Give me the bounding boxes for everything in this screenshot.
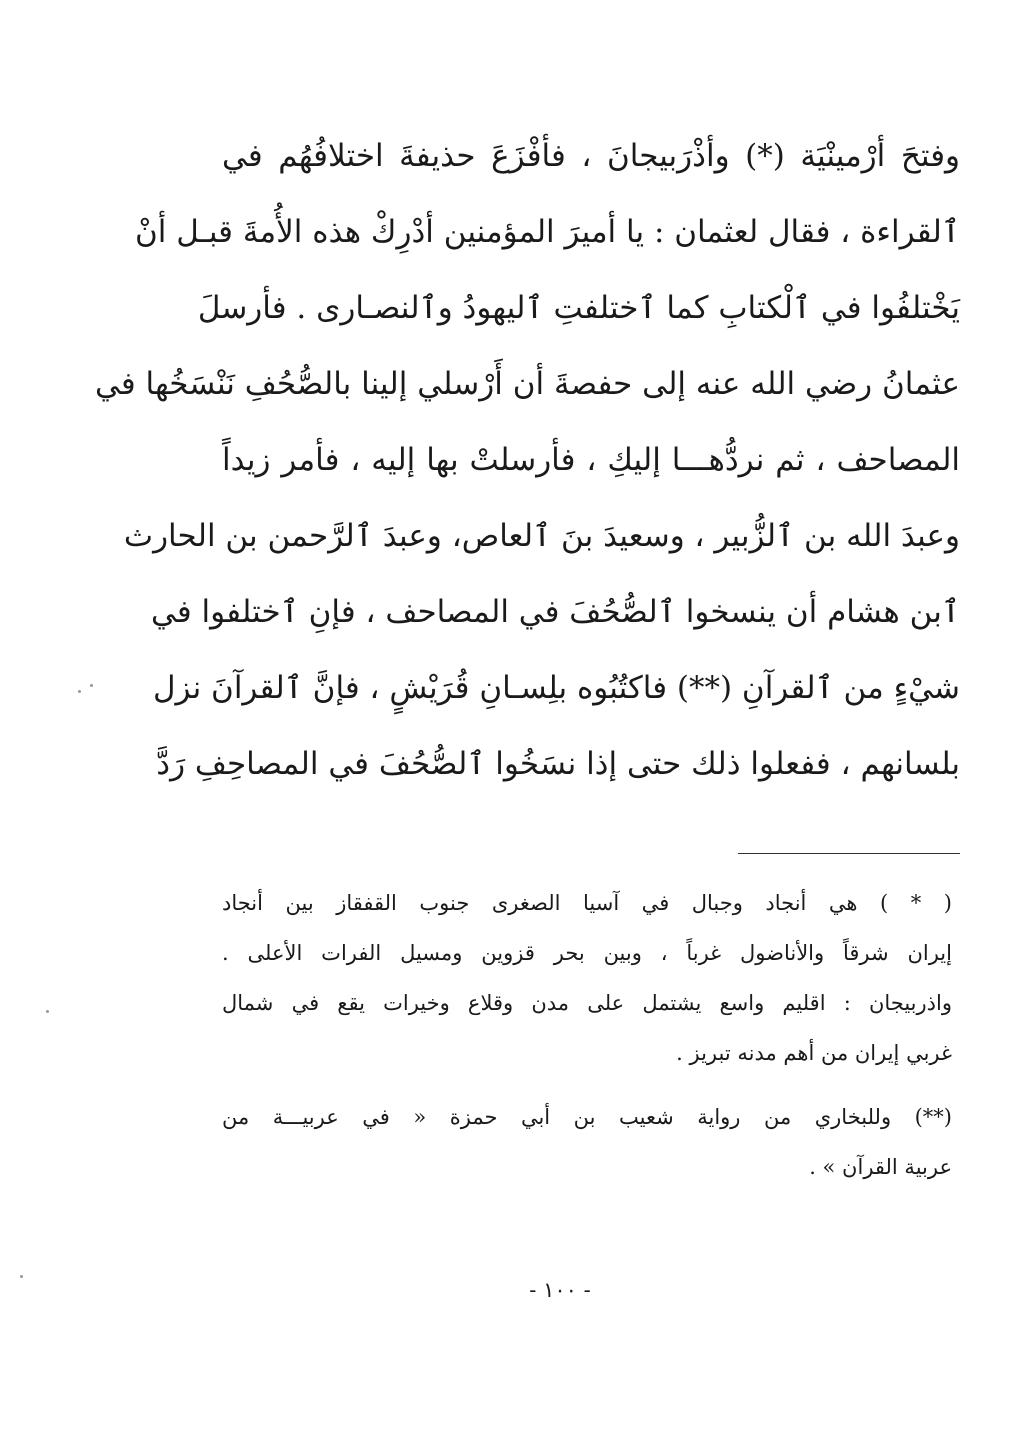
main-text-line: المصاحف ، ثم نردُّهـــا إليكِ ، فأرسلتْ بها إليه ، فأمر زيداً	[222, 442, 960, 478]
main-text-line: وعبدَ الله بن ٱلزُّبير ، وسعيدَ بنَ ٱلعاص، وعبدَ ٱلرَّحمن بن الحارث	[123, 518, 960, 554]
footnote-2	[222, 1092, 952, 1192]
main-text-line: وفتحَ أرْمينْيَة (*) وأذْرَبيجانَ ، فأفْزَعَ حذيفةَ اختلافُهُم في	[222, 138, 960, 174]
footnote-1	[222, 878, 952, 1078]
main-text-line: شيْءٍ من ٱلقرآنِ (**) فاكتُبُوه بلِسـانِ قُرَيْشٍ ، فإنَّ ٱلقرآنَ نزل	[152, 670, 960, 706]
footnote-line: ( * ) هي أنجاد وجبال في آسيا الصغرى جنوب القفقاز بين أنجاد	[222, 891, 952, 915]
main-text-line: يَخْتلفُوا في ٱلْكتابِ كما ٱختلفتِ ٱليهودُ وٱلنصـارى . فأرسلَ	[197, 290, 960, 326]
footnote-line: عربية القرآن » .	[809, 1155, 952, 1179]
scan-speck	[90, 684, 93, 687]
scan-speck	[46, 1010, 49, 1013]
footnote-divider	[738, 853, 960, 854]
footnote-line: غربي إيران من أهم مدنه تبريز .	[676, 1041, 952, 1065]
scan-speck	[78, 690, 81, 693]
footnote-line: واذربيجان : اقليم واسع يشتمل على مدن وقلاع وخيرات يقع في شمال	[222, 991, 952, 1015]
footnote-line: إيران شرقاً والأناضول غرباً ، وبين بحر قزوين ومسيل الفرات الأعلى .	[222, 941, 952, 965]
main-text-line: بلسانهم ، ففعلوا ذلك حتى إذا نسَخُوا ٱلصُّحُفَ في المصاحِفِ رَدَّ	[156, 746, 960, 782]
main-text-line: ٱلقراءة ، فقال لعثمان : يا أميرَ المؤمنين أدْرِكْ هذه الأُمةَ قبـل أنْ	[135, 214, 960, 250]
main-text-line: عثمانُ رضي الله عنه إلى حفصةَ أن أَرْسلي إلينا بالصُّحُفِ نَنْسَخُها في	[95, 366, 960, 402]
page-number: - ١٠٠ -	[529, 1278, 591, 1302]
footnote-line: (**) وللبخاري من رواية شعيب بن أبي حمزة « في عربيـــة من	[222, 1105, 952, 1129]
footnotes-block	[222, 878, 952, 1206]
main-text-line: ٱبن هشام أن ينسخوا ٱلصُّحُفَ في المصاحف ، فإنِ ٱختلفوا في	[151, 594, 960, 630]
scan-speck	[20, 1275, 23, 1278]
main-text-block	[95, 118, 960, 802]
